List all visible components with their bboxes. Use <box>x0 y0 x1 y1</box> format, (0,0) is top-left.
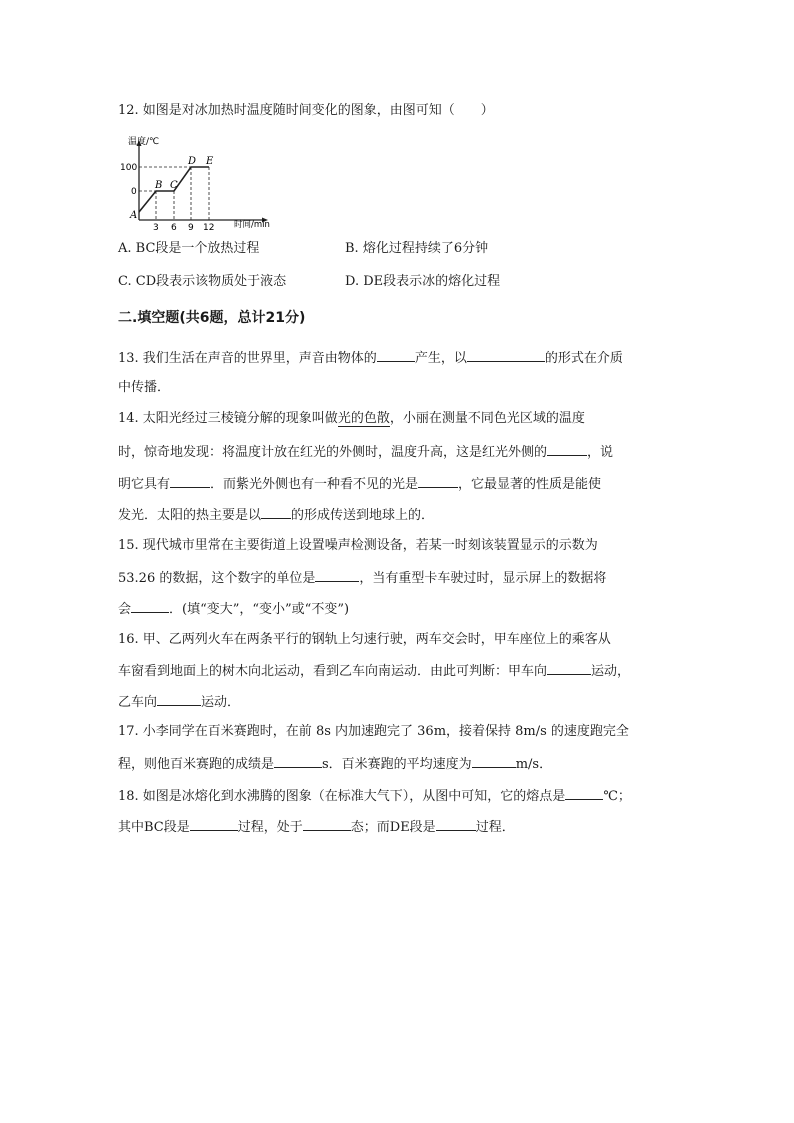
q13-line-1 <box>118 348 623 368</box>
q18-line-1 <box>118 786 631 806</box>
q18-text-1: 18. 如图是冰熔化到水沸腾的图象（在标准大气下），从图中可知，它的熔点是 <box>118 789 566 804</box>
q17-text-2: s．百米赛跑的平均速度为 <box>322 757 472 772</box>
q18-text-5: 态；而DE段是 <box>350 820 436 835</box>
q13-blank-2[interactable] <box>467 348 545 362</box>
section-heading: 二.填空题(共6题，总计21分) <box>118 310 306 326</box>
point-a-label: A <box>130 210 138 221</box>
q14-blank-3[interactable] <box>418 474 458 488</box>
q12-stem: 12. 如图是对冰加热时温度随时间变化的图象，由图可知（ ） <box>118 103 494 118</box>
q16-blank-1[interactable] <box>547 661 591 675</box>
q14-blank-4[interactable] <box>261 505 291 519</box>
q18-blank-2[interactable] <box>190 817 238 831</box>
q14-blank-2[interactable] <box>170 474 210 488</box>
graph-ylabel: 温度/℃ <box>128 137 160 147</box>
q18-blank-3[interactable] <box>303 817 351 831</box>
q14-text-7: ，它最显著的性质是能使 <box>458 477 602 492</box>
point-e-label: E <box>206 156 214 167</box>
y-tick-0: 0 <box>131 187 137 197</box>
q17-text-3: m/s． <box>515 757 553 772</box>
q14-blank-1[interactable] <box>547 442 587 456</box>
q13-text-2: 产生，以 <box>414 351 467 366</box>
q16-line-1: 16. 甲、乙两列火车在两条平行的钢轨上匀速行驶，两车交会时，甲车座位上的乘客从 <box>118 632 611 647</box>
q14-text-4: ，说 <box>587 445 614 460</box>
q17-line-1: 17. 小李同学在百米赛跑时，在前 8s 内加速跑完了 36m，接着保持 8m/s 的速度跑完全 <box>118 724 629 739</box>
q16-text-4: 运动． <box>201 695 241 710</box>
q18-text-3: 其中BC段是 <box>118 820 190 835</box>
q16-text-1: 车窗看到地面上的树木向北运动，看到乙车向南运动．由此可判断：甲车向 <box>118 664 548 679</box>
q18-text-6: 过程． <box>475 820 515 835</box>
q14-text-1: 14. 太阳光经过三棱镜分解的现象叫做 <box>118 411 338 426</box>
q15-blank-2[interactable] <box>131 599 169 613</box>
q15-blank-1[interactable] <box>315 568 359 582</box>
q16-text-2: 运动， <box>591 664 631 679</box>
q12-option-a: A. BC段是一个放热过程 <box>118 241 260 256</box>
q13-line-2: 中传播． <box>118 380 171 395</box>
x-tick-9: 9 <box>188 223 194 230</box>
q15-line-3 <box>118 599 349 619</box>
q18-text-2: ℃； <box>603 789 631 804</box>
q14-text-8: 发光．太阳的热主要是以 <box>118 508 262 523</box>
q18-text-4: 过程，处于 <box>237 820 303 835</box>
q15-text-3: 会 <box>118 602 132 617</box>
q13-text-1: 13. 我们生活在声音的世界里，声音由物体的 <box>118 351 377 366</box>
q14-text-3: 时，惊奇地发现：将温度计放在红光的外侧时，温度升高，这是红光外侧的 <box>118 445 548 460</box>
q16-text-3: 乙车向 <box>118 695 158 710</box>
ice-heating-graph <box>116 134 276 230</box>
guide-lines <box>139 167 209 220</box>
q16-line-3 <box>118 692 240 712</box>
q15-line-2 <box>118 568 606 588</box>
q14-text-9: 的形成传送到地球上的． <box>291 508 435 523</box>
q14-text-5: 明它具有 <box>118 477 171 492</box>
point-d-label: D <box>188 156 197 167</box>
q15-text-1: 53.26 的数据，这个数字的单位是 <box>118 571 316 586</box>
q14-line-3 <box>118 474 601 494</box>
point-b-label: B <box>155 180 163 191</box>
q15-line-1: 15. 现代城市里常在主要街道上设置噪声检测设备，若某一时刻该装置显示的示数为 <box>118 538 598 553</box>
q14-answer-1: 光的色散 <box>337 411 390 426</box>
q17-blank-1[interactable] <box>274 754 322 768</box>
q14-text-6: ．而紫光外侧也有一种看不见的光是 <box>210 477 419 492</box>
q18-blank-4[interactable] <box>436 817 476 831</box>
q14-line-4 <box>118 505 434 525</box>
x-tick-3: 3 <box>153 223 159 230</box>
q12-option-b: B. 熔化过程持续了6分钟 <box>345 241 489 256</box>
q13-blank-1[interactable] <box>377 348 415 362</box>
x-tick-12: 12 <box>203 223 215 230</box>
q13-text-3: 的形式在介质 <box>544 351 623 366</box>
q17-blank-2[interactable] <box>472 754 516 768</box>
q12-option-d: D. DE段表示冰的熔化过程 <box>345 274 501 289</box>
q16-blank-2[interactable] <box>157 692 201 706</box>
point-c-label: C <box>170 180 178 191</box>
y-tick-100: 100 <box>120 163 138 173</box>
q14-line-1 <box>118 410 585 428</box>
graph-xlabel: 时间/min <box>234 220 270 230</box>
q17-text-1: 程，则他百米赛跑的成绩是 <box>118 757 275 772</box>
q15-text-2: ，当有重型卡车驶过时，显示屏上的数据将 <box>359 571 607 586</box>
x-tick-6: 6 <box>171 223 177 230</box>
q14-line-2 <box>118 442 613 462</box>
q16-line-2 <box>118 661 630 681</box>
q14-text-2: ，小丽在测量不同色光区域的温度 <box>389 411 585 426</box>
q12-option-c: C. CD段表示该物质处于液态 <box>118 274 287 289</box>
q18-blank-1[interactable] <box>565 786 603 800</box>
q18-line-2 <box>118 817 515 837</box>
q17-line-2 <box>118 754 552 774</box>
q15-text-4: ．(填“变大”，“变小”或“不变”) <box>169 602 350 617</box>
